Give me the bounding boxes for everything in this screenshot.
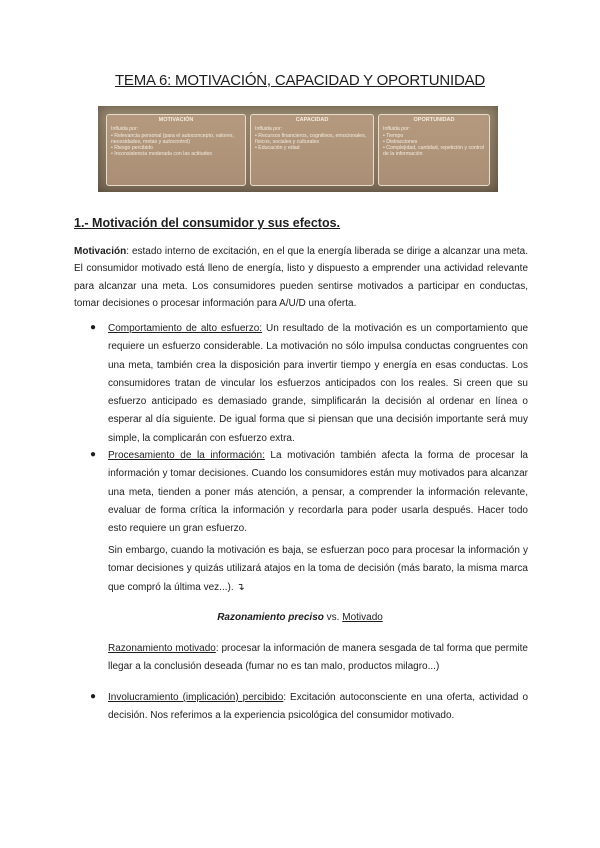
bullet-term: Involucramiento (implicación) percibido [108,692,284,703]
bullet-dot: ● [90,691,97,702]
panel-oportunidad [378,114,490,186]
panel-heading: OPORTUNIDAD [413,117,455,123]
panel-item: • Distracciones [383,139,485,145]
panel-item: • Complejidad, cantidad, repetición y control de la información [383,145,485,158]
panel-item: • Recursos financieros, cognitivos, emocionales, físicos, sociales y culturales [255,133,369,146]
bullet-dot: ● [90,322,97,333]
bullet-procesamiento [108,447,528,538]
panel-list [383,133,485,158]
panel-intro: Influida por: [111,126,139,133]
motivated-term: Razonamiento motivado [108,643,216,654]
panel-item: • Tiempo [383,133,485,139]
bullet-text: La motivación también afecta la forma de procesar la información y tomar decisiones. Cuando los consumidores están muy motivados para alcanzar una meta, tienden a poner más atención, a pensar, a comprender la información relevante, evaluar de forma crítica la información y recordarla para poder usarla después. Hacer todo esto requiere un gran esfuerzo. [108,450,528,535]
panel-item: • Riesgo percibido [111,145,241,151]
bullet-alto-esfuerzo [108,320,528,448]
panel-intro: Influida por: [383,126,411,133]
motivated-text: : procesar la información de manera sesgada de tal forma que permite llegar a la conclusión deseada (fumar no es tan malo, productos milagro...) [108,643,528,673]
comparison-right: Motivado [342,612,383,623]
photo-of-slide [98,106,498,192]
bullet-term: Comportamiento de alto esfuerzo: [108,323,263,334]
intro-text: : estado interno de excitación, en el que la energía liberada se dirige a alcanzar una meta. El consumidor motivado está lleno de energía, listo y dispuesto a emprender una actividad relevante para alcanzar una meta. Los consumidores pueden sentirse motivados a participar en conductas, tomar decisiones o procesar información para A/U/D una oferta. [74,246,528,310]
bullet-term: Procesamiento de la información: [108,450,265,461]
panel-intro: Influida por: [255,126,283,133]
panel-list [255,133,369,152]
bullet-involucramiento [108,689,528,726]
section-heading: 1.- Motivación del consumidor y sus efectos. [74,216,341,230]
comparison-line [0,612,600,623]
panel-item: • Educación y edad [255,145,369,151]
intro-term: Motivación [74,246,127,257]
panel-item: • Inconsistencia moderada con las actitudes [111,151,241,157]
comparison-left: Razonamiento preciso [217,612,324,623]
panel-item: • Relevancia personal (para el autoconcepto, valores, necesidades, metas y autocontrol) [111,133,241,146]
bullet-dot: ● [90,449,97,460]
panel-list [111,133,241,158]
panel-motivacion [106,114,246,186]
low-motivation-paragraph: Sin embargo, cuando la motivación es baja, se esfuerzan poco para procesar la información y tomar decisiones y quizás utilizará atajos en la toma de decisión (más barato, la misma marca que compró la última vez...). ↴ [108,545,528,593]
intro-paragraph [74,243,528,313]
comparison-mid: vs. [323,612,343,623]
motivated-reasoning-paragraph [108,640,528,677]
bullet-text: : Excitación autoconsciente en una oferta, actividad o decisión. Nos referimos a la experiencia psicológica del consumidor motivado. [108,692,528,722]
panel-capacidad [250,114,374,186]
bullet-text: Un resultado de la motivación es un comportamiento que requiere un esfuerzo considerable. La motivación no sólo impulsa conductas congruentes con una meta, también crea la disposición para invertir tiempo y energía en esas conductas. Los consumidores tratan de vincular los esfuerzos anticipados con los reales. Si creen que su esfuerzo anticipado es demasiado grande, simplificarán la decisión al ordenar en línea o esperar al día siguiente. De igual forma que si piensan que una decisión importante será muy simple, la complicarán con esfuerzo extra. [108,323,529,444]
panel-heading: CAPACIDAD [295,117,329,123]
panel-heading: MOTIVACIÓN [158,117,194,123]
page-title: TEMA 6: MOTIVACIÓN, CAPACIDAD Y OPORTUNIDAD [114,72,486,89]
